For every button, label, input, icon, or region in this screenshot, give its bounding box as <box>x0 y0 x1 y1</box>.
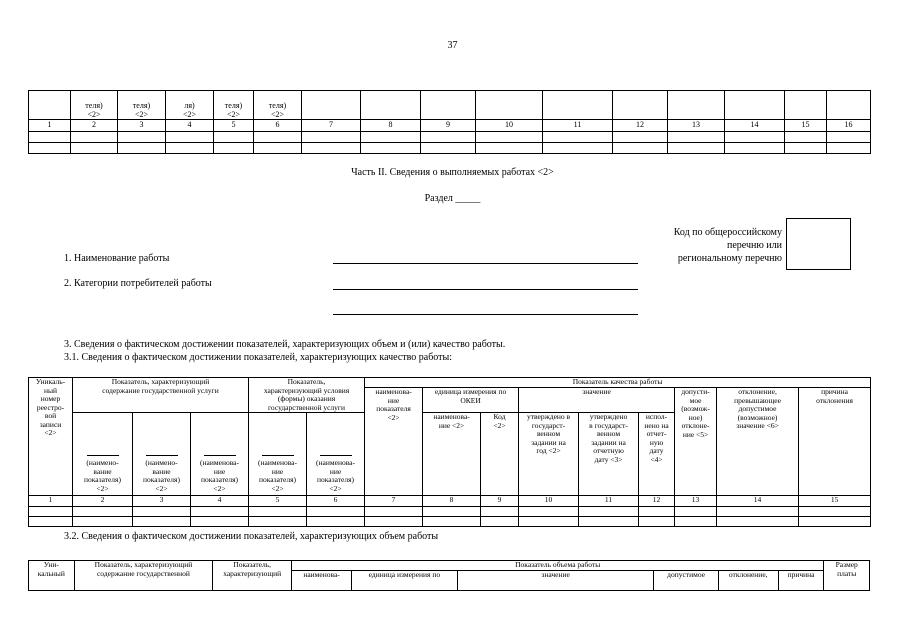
table-cell <box>166 91 214 120</box>
col-number: 7 <box>365 496 423 507</box>
header-unit: единица измерения по ОКЕИ <box>423 388 519 413</box>
section-label: Раздел _____ <box>424 193 481 204</box>
header-deviation: отклонение, превышающее допустимое (возможное) значение <6> <box>717 388 799 496</box>
sub-label: (наименова- ние показателя) <2> <box>200 458 239 493</box>
section-3-1-heading: 3.1. Сведения о фактическом достижении показателей, характеризующих качество работы: <box>64 352 453 363</box>
header-unit: единица измерения по <box>352 571 458 591</box>
header-sub-cell <box>307 413 365 496</box>
col-number: 1 <box>29 496 73 507</box>
header-executed: испол- нено на отчет- ную дату <4> <box>639 413 675 496</box>
page-number: 37 <box>447 40 458 51</box>
table-cell <box>668 91 725 120</box>
col-number: 3 <box>118 120 166 132</box>
col-number: 10 <box>476 120 543 132</box>
col-number: 11 <box>543 120 613 132</box>
table-cell <box>785 91 827 120</box>
col-number: 14 <box>725 120 785 132</box>
col-number: 9 <box>481 496 519 507</box>
col-number: 5 <box>214 120 254 132</box>
col-number: 13 <box>668 120 725 132</box>
section-3-2-heading: 3.2. Сведения о фактическом достижении показателей, характеризующих объем работы <box>64 531 439 542</box>
consumer-category-label: 2. Категории потребителей работы <box>64 278 212 289</box>
quality-table <box>28 377 871 527</box>
header-unique-number: Уникаль- ный номер реестро- вой записи <2> <box>29 378 73 496</box>
col-number: 13 <box>675 496 717 507</box>
col-number: 3 <box>133 496 191 507</box>
table-cell <box>214 91 254 120</box>
volume-table <box>28 560 870 591</box>
code-label <box>674 226 782 265</box>
cell-text: ля) <2> <box>182 101 197 119</box>
header-sub-cell <box>73 413 133 496</box>
col-number: 12 <box>639 496 675 507</box>
col-number: 2 <box>73 496 133 507</box>
header-unique-number: Уни- кальный <box>29 561 75 591</box>
col-number: 5 <box>249 496 307 507</box>
cell-text: теля) <2> <box>268 101 287 119</box>
col-number: 8 <box>361 120 421 132</box>
table-cell <box>543 91 613 120</box>
header-value: значение <box>457 571 654 591</box>
header-content: Показатель, характеризующий содержание государственной <box>74 561 213 591</box>
header-indicator-name: наименова- ние показателя <2> <box>365 388 423 496</box>
header-volume: Показатель объема работы <box>292 561 824 571</box>
header-fee: Размер платы <box>824 561 870 591</box>
col-number: 2 <box>71 120 118 132</box>
table-cell <box>476 91 543 120</box>
col-number: 16 <box>827 120 871 132</box>
header-content: Показатель, характеризующий содержание государственной услуги <box>73 378 249 413</box>
code-label-line: региональному перечню <box>677 253 782 264</box>
col-number: 6 <box>307 496 365 507</box>
section-3-heading: 3. Сведения о фактическом достижении показателей, характеризующих объем и (или) качество работы. <box>64 339 506 350</box>
col-number: 12 <box>613 120 668 132</box>
header-quality: Показатель качества работы <box>365 378 871 388</box>
consumer-category-field-2[interactable] <box>333 313 638 315</box>
header-unit-name: наименова- ние <2> <box>423 413 481 496</box>
cell-text: теля) <2> <box>132 101 151 119</box>
col-number: 1 <box>29 120 71 132</box>
col-number: 8 <box>423 496 481 507</box>
consumer-category-field[interactable] <box>333 288 638 290</box>
header-conditions: Показатель, характеризующий <box>213 561 292 591</box>
sub-label: (наименова- ние показателя) <2> <box>316 458 356 493</box>
sub-label: (наименова- ние показателя) <2> <box>258 458 298 493</box>
table-cell <box>118 91 166 120</box>
code-label-line: перечню или <box>726 240 782 251</box>
header-deviation: отклонение, <box>718 571 778 591</box>
col-number: 15 <box>785 120 827 132</box>
header-approved-year: утверждено в государст- венном задании на год <2> <box>519 413 579 496</box>
table-cell <box>827 91 871 120</box>
header-reason: причина отклонения <box>799 388 871 496</box>
table-cell <box>71 91 118 120</box>
header-sub-cell <box>191 413 249 496</box>
table-cell <box>254 91 302 120</box>
continuation-table <box>28 90 871 154</box>
header-indicator-name: наименова- <box>292 571 352 591</box>
cell-text: теля) <2> <box>224 101 243 119</box>
table-cell <box>29 91 71 120</box>
col-number: 7 <box>302 120 361 132</box>
part-title: Часть II. Сведения о выполняемых работах <2> <box>351 167 554 178</box>
header-approved-date: утверждено в государст- венном задании на отчетную дату <3> <box>579 413 639 496</box>
header-allowed-deviation: допусти- мое (возмож- ное) отклоне- ние <5> <box>675 388 717 496</box>
col-number: 9 <box>421 120 476 132</box>
col-number: 4 <box>191 496 249 507</box>
header-reason: причина <box>778 571 824 591</box>
work-name-field[interactable] <box>333 262 638 264</box>
header-sub-cell <box>249 413 307 496</box>
table-cell <box>361 91 421 120</box>
col-number: 15 <box>799 496 871 507</box>
code-label-line: Код по общероссийскому <box>673 227 782 238</box>
col-number: 14 <box>717 496 799 507</box>
header-sub-cell <box>133 413 191 496</box>
table-cell <box>302 91 361 120</box>
header-unit-code: Код <2> <box>481 413 519 496</box>
col-number: 4 <box>166 120 214 132</box>
header-allowed: допустимое <box>654 571 718 591</box>
col-number: 11 <box>579 496 639 507</box>
code-box[interactable] <box>786 218 851 270</box>
sub-label: (наимено- вание показателя) <2> <box>83 458 122 493</box>
work-name-label: 1. Наименование работы <box>64 253 170 264</box>
table-cell <box>613 91 668 120</box>
cell-text: теля) <2> <box>85 101 103 119</box>
col-number: 6 <box>254 120 302 132</box>
table-cell <box>421 91 476 120</box>
header-conditions: Показатель, характеризующий условия (формы) оказания государственной услуги <box>249 378 365 413</box>
sub-label: (наимено- вание показателя) <2> <box>142 458 181 493</box>
header-value: значение <box>519 388 675 413</box>
col-number: 10 <box>519 496 579 507</box>
table-cell <box>725 91 785 120</box>
